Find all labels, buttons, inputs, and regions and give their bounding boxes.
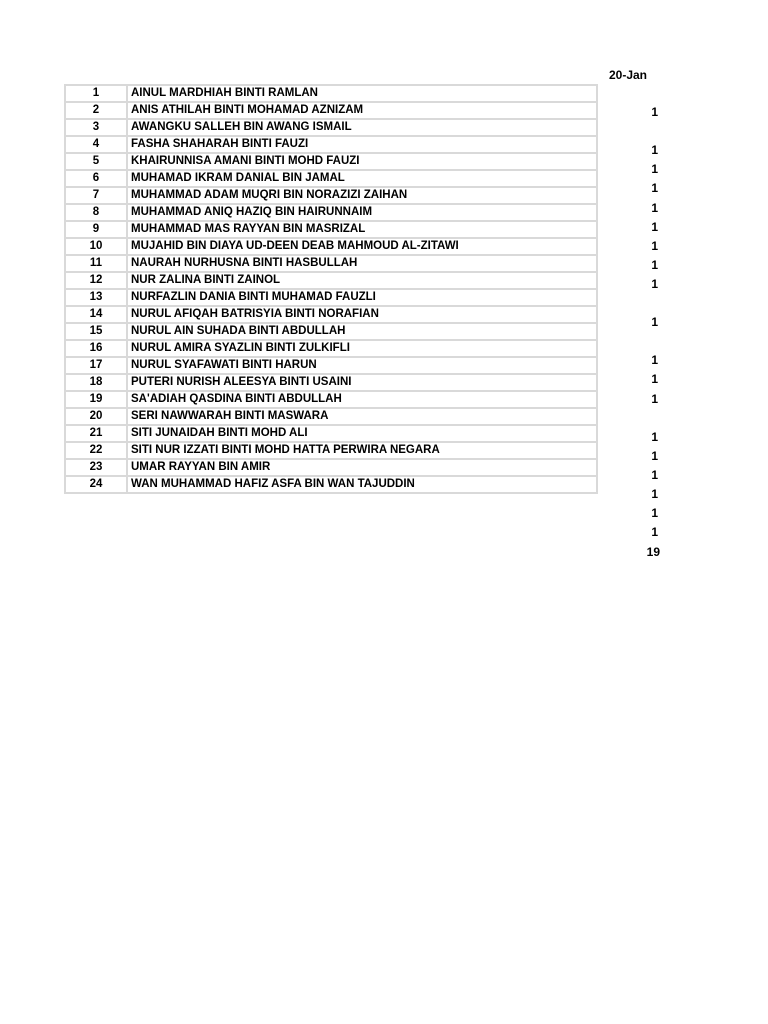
table-row <box>65 238 597 255</box>
row-number: 23 <box>65 459 127 476</box>
attendance-mark <box>600 122 660 141</box>
row-number: 9 <box>65 221 127 238</box>
row-number: 4 <box>65 136 127 153</box>
student-name: NURFAZLIN DANIA BINTI MUHAMAD FAUZLI <box>127 289 597 306</box>
row-number: 5 <box>65 153 127 170</box>
attendance-mark: 1 <box>651 276 658 291</box>
student-name: AWANGKU SALLEH BIN AWANG ISMAIL <box>127 119 597 136</box>
student-name: MUHAMMAD ANIQ HAZIQ BIN HAIRUNNAIM <box>127 204 597 221</box>
table-row <box>65 306 597 323</box>
student-name: SITI JUNAIDAH BINTI MOHD ALI <box>127 425 597 442</box>
row-number: 6 <box>65 170 127 187</box>
table-row <box>65 289 597 306</box>
student-name: FASHA SHAHARAH BINTI FAUZI <box>127 136 597 153</box>
student-name: NURUL AFIQAH BATRISYIA BINTI NORAFIAN <box>127 306 597 323</box>
table-row <box>65 459 597 476</box>
table-row <box>65 323 597 340</box>
student-name: NAURAH NURHUSNA BINTI HASBULLAH <box>127 255 597 272</box>
row-number: 15 <box>65 323 127 340</box>
student-name: NURUL AMIRA SYAZLIN BINTI ZULKIFLI <box>127 340 597 357</box>
student-name: AINUL MARDHIAH BINTI RAMLAN <box>127 85 597 102</box>
student-name: NUR ZALINA BINTI ZAINOL <box>127 272 597 289</box>
attendance-mark: 1 <box>651 353 658 368</box>
attendance-mark: 1 <box>651 219 658 234</box>
row-number: 14 <box>65 306 127 323</box>
attendance-mark: 1 <box>651 486 658 501</box>
student-name: SERI NAWWARAH BINTI MASWARA <box>127 408 597 425</box>
row-number: 20 <box>65 408 127 425</box>
attendance-mark: 1 <box>651 467 658 482</box>
student-roster-table <box>64 84 598 494</box>
table-row <box>65 221 597 238</box>
attendance-mark: 1 <box>651 143 658 158</box>
student-name: UMAR RAYYAN BIN AMIR <box>127 459 597 476</box>
attendance-mark: 1 <box>651 315 658 330</box>
attendance-mark: 1 <box>651 257 658 272</box>
attendance-mark: 1 <box>651 448 658 463</box>
student-name: KHAIRUNNISA AMANI BINTI MOHD FAUZI <box>127 153 597 170</box>
student-name: SA'ADIAH QASDINA BINTI ABDULLAH <box>127 391 597 408</box>
row-number: 2 <box>65 102 127 119</box>
table-row <box>65 425 597 442</box>
attendance-mark: 1 <box>651 200 658 215</box>
student-name: MUHAMMAD ADAM MUQRI BIN NORAZIZI ZAIHAN <box>127 187 597 204</box>
row-number: 3 <box>65 119 127 136</box>
row-number: 18 <box>65 374 127 391</box>
attendance-total: 19 <box>646 545 660 559</box>
row-number: 16 <box>65 340 127 357</box>
student-name: SITI NUR IZZATI BINTI MOHD HATTA PERWIRA NEGARA <box>127 442 597 459</box>
row-number: 1 <box>65 85 127 102</box>
table-row <box>65 408 597 425</box>
attendance-mark: 1 <box>651 429 658 444</box>
table-row <box>65 357 597 374</box>
student-name: WAN MUHAMMAD HAFIZ ASFA BIN WAN TAJUDDIN <box>127 476 597 493</box>
attendance-mark: 1 <box>651 162 658 177</box>
table-row <box>65 119 597 136</box>
attendance-mark: 1 <box>651 506 658 521</box>
attendance-mark <box>600 332 660 351</box>
student-name: PUTERI NURISH ALEESYA BINTI USAINI <box>127 374 597 391</box>
row-number: 22 <box>65 442 127 459</box>
table-row <box>65 204 597 221</box>
table-row <box>65 153 597 170</box>
row-number: 24 <box>65 476 127 493</box>
table-row <box>65 85 597 102</box>
row-number: 17 <box>65 357 127 374</box>
attendance-mark <box>600 409 660 428</box>
row-number: 19 <box>65 391 127 408</box>
date-column-header: 20-Jan <box>608 68 648 82</box>
row-number: 8 <box>65 204 127 221</box>
attendance-mark: 1 <box>651 372 658 387</box>
student-name: NURUL AIN SUHADA BINTI ABDULLAH <box>127 323 597 340</box>
row-number: 13 <box>65 289 127 306</box>
table-row <box>65 340 597 357</box>
attendance-mark <box>600 84 660 103</box>
table-row <box>65 102 597 119</box>
table-row <box>65 272 597 289</box>
roster-body <box>65 85 597 493</box>
attendance-mark-column <box>600 84 660 542</box>
table-row <box>65 391 597 408</box>
table-row <box>65 187 597 204</box>
row-number: 12 <box>65 272 127 289</box>
attendance-mark: 1 <box>651 181 658 196</box>
student-name: NURUL SYAFAWATI BINTI HARUN <box>127 357 597 374</box>
table-row <box>65 374 597 391</box>
table-row <box>65 442 597 459</box>
table-row <box>65 170 597 187</box>
attendance-mark: 1 <box>651 391 658 406</box>
student-name: MUHAMMAD MAS RAYYAN BIN MASRIZAL <box>127 221 597 238</box>
attendance-mark: 1 <box>651 525 658 540</box>
student-name: ANIS ATHILAH BINTI MOHAMAD AZNIZAM <box>127 102 597 119</box>
table-row <box>65 136 597 153</box>
table-row <box>65 476 597 493</box>
attendance-mark: 1 <box>651 105 658 120</box>
row-number: 11 <box>65 255 127 272</box>
student-name: MUJAHID BIN DIAYA UD-DEEN DEAB MAHMOUD AL-ZITAWI <box>127 238 597 255</box>
row-number: 10 <box>65 238 127 255</box>
attendance-mark <box>600 294 660 313</box>
attendance-mark: 1 <box>651 238 658 253</box>
row-number: 21 <box>65 425 127 442</box>
student-name: MUHAMAD IKRAM DANIAL BIN JAMAL <box>127 170 597 187</box>
table-row <box>65 255 597 272</box>
row-number: 7 <box>65 187 127 204</box>
